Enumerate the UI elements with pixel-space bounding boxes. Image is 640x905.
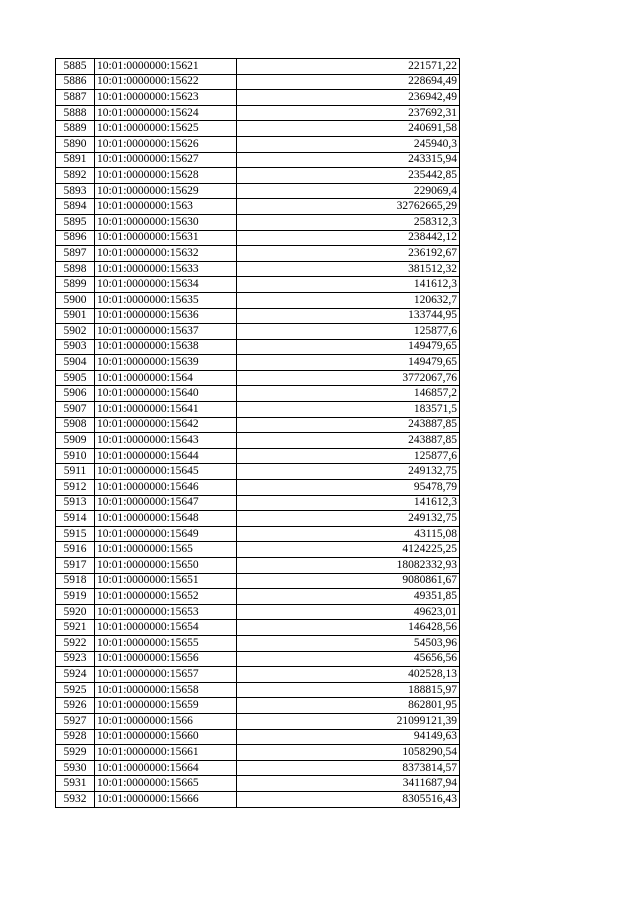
row-number-cell: 5901: [56, 308, 95, 324]
row-number-cell: 5890: [56, 136, 95, 152]
value-cell: 1058290,54: [237, 745, 460, 761]
table-row: [56, 558, 460, 574]
row-number-cell: 5912: [56, 480, 95, 496]
row-number-cell: 5885: [56, 59, 95, 75]
value-cell: 240691,58: [237, 121, 460, 137]
cadastral-number-cell: 10:01:0000000:15628: [95, 168, 237, 184]
row-number-cell: 5893: [56, 183, 95, 199]
table-row: [56, 230, 460, 246]
table-row: [56, 199, 460, 215]
table-row: [56, 464, 460, 480]
row-number-cell: 5899: [56, 277, 95, 293]
value-cell: 49623,01: [237, 604, 460, 620]
table-row: [56, 59, 460, 75]
row-number-cell: 5891: [56, 152, 95, 168]
row-number-cell: 5923: [56, 651, 95, 667]
cadastral-number-cell: 10:01:0000000:15665: [95, 776, 237, 792]
cadastral-number-cell: 10:01:0000000:15625: [95, 121, 237, 137]
cadastral-number-cell: 10:01:0000000:15664: [95, 760, 237, 776]
cadastral-number-cell: 10:01:0000000:15630: [95, 214, 237, 230]
row-number-cell: 5898: [56, 261, 95, 277]
row-number-cell: 5931: [56, 776, 95, 792]
row-number-cell: 5905: [56, 370, 95, 386]
cadastral-number-cell: 10:01:0000000:15653: [95, 604, 237, 620]
value-cell: 146428,56: [237, 620, 460, 636]
value-cell: 18082332,93: [237, 558, 460, 574]
cadastral-number-cell: 10:01:0000000:15634: [95, 277, 237, 293]
table-row: [56, 698, 460, 714]
table-row: [56, 417, 460, 433]
cadastral-number-cell: 10:01:0000000:15643: [95, 433, 237, 449]
cadastral-number-cell: 10:01:0000000:15640: [95, 386, 237, 402]
cadastral-number-cell: 10:01:0000000:15650: [95, 558, 237, 574]
table-row: [56, 90, 460, 106]
value-cell: 125877,6: [237, 448, 460, 464]
cadastral-number-cell: 10:01:0000000:15631: [95, 230, 237, 246]
table-row: [56, 495, 460, 511]
row-number-cell: 5926: [56, 698, 95, 714]
cadastral-number-cell: 10:01:0000000:15647: [95, 495, 237, 511]
value-cell: 243887,85: [237, 433, 460, 449]
table-row: [56, 355, 460, 371]
value-cell: 125877,6: [237, 324, 460, 340]
value-cell: 221571,22: [237, 59, 460, 75]
value-cell: 4124225,25: [237, 542, 460, 558]
value-cell: 8305516,43: [237, 791, 460, 807]
data-table: [55, 58, 460, 808]
row-number-cell: 5906: [56, 386, 95, 402]
value-cell: 238442,12: [237, 230, 460, 246]
table-row: [56, 386, 460, 402]
cadastral-number-cell: 10:01:0000000:15627: [95, 152, 237, 168]
table-row: [56, 745, 460, 761]
table-row: [56, 760, 460, 776]
table-row: [56, 776, 460, 792]
cadastral-number-cell: 10:01:0000000:15622: [95, 74, 237, 90]
row-number-cell: 5888: [56, 105, 95, 121]
table-row: [56, 308, 460, 324]
row-number-cell: 5930: [56, 760, 95, 776]
row-number-cell: 5908: [56, 417, 95, 433]
value-cell: 188815,97: [237, 682, 460, 698]
value-cell: 243887,85: [237, 417, 460, 433]
cadastral-number-cell: 10:01:0000000:15624: [95, 105, 237, 121]
value-cell: 45656,56: [237, 651, 460, 667]
value-cell: 149479,65: [237, 355, 460, 371]
table-row: [56, 292, 460, 308]
row-number-cell: 5887: [56, 90, 95, 106]
value-cell: 235442,85: [237, 168, 460, 184]
row-number-cell: 5920: [56, 604, 95, 620]
cadastral-number-cell: 10:01:0000000:15645: [95, 464, 237, 480]
cadastral-number-cell: 10:01:0000000:15654: [95, 620, 237, 636]
cadastral-number-cell: 10:01:0000000:15649: [95, 526, 237, 542]
table-row: [56, 448, 460, 464]
value-cell: 32762665,29: [237, 199, 460, 215]
cadastral-number-cell: 10:01:0000000:1566: [95, 713, 237, 729]
row-number-cell: 5924: [56, 667, 95, 683]
row-number-cell: 5911: [56, 464, 95, 480]
table-row: [56, 713, 460, 729]
row-number-cell: 5900: [56, 292, 95, 308]
value-cell: 236192,67: [237, 246, 460, 262]
value-cell: 249132,75: [237, 511, 460, 527]
table-row: [56, 791, 460, 807]
row-number-cell: 5932: [56, 791, 95, 807]
value-cell: 8373814,57: [237, 760, 460, 776]
value-cell: 381512,32: [237, 261, 460, 277]
cadastral-number-cell: 10:01:0000000:15642: [95, 417, 237, 433]
row-number-cell: 5897: [56, 246, 95, 262]
value-cell: 3772067,76: [237, 370, 460, 386]
table-row: [56, 480, 460, 496]
cadastral-number-cell: 10:01:0000000:15638: [95, 339, 237, 355]
table-row: [56, 105, 460, 121]
row-number-cell: 5928: [56, 729, 95, 745]
row-number-cell: 5917: [56, 558, 95, 574]
table-row: [56, 511, 460, 527]
row-number-cell: 5903: [56, 339, 95, 355]
row-number-cell: 5915: [56, 526, 95, 542]
table-row: [56, 121, 460, 137]
table-row: [56, 402, 460, 418]
value-cell: 133744,95: [237, 308, 460, 324]
table-row: [56, 168, 460, 184]
cadastral-number-cell: 10:01:0000000:15661: [95, 745, 237, 761]
table-row: [56, 589, 460, 605]
row-number-cell: 5902: [56, 324, 95, 340]
table-row: [56, 433, 460, 449]
value-cell: 3411687,94: [237, 776, 460, 792]
cadastral-number-cell: 10:01:0000000:15635: [95, 292, 237, 308]
table-row: [56, 246, 460, 262]
value-cell: 49351,85: [237, 589, 460, 605]
value-cell: 402528,13: [237, 667, 460, 683]
cadastral-number-cell: 10:01:0000000:15637: [95, 324, 237, 340]
row-number-cell: 5909: [56, 433, 95, 449]
row-number-cell: 5921: [56, 620, 95, 636]
row-number-cell: 5916: [56, 542, 95, 558]
table-body: [56, 59, 460, 808]
row-number-cell: 5914: [56, 511, 95, 527]
table-row: [56, 74, 460, 90]
value-cell: 120632,7: [237, 292, 460, 308]
table-row: [56, 542, 460, 558]
row-number-cell: 5922: [56, 635, 95, 651]
row-number-cell: 5910: [56, 448, 95, 464]
cadastral-number-cell: 10:01:0000000:15626: [95, 136, 237, 152]
table-row: [56, 667, 460, 683]
cadastral-number-cell: 10:01:0000000:15660: [95, 729, 237, 745]
row-number-cell: 5913: [56, 495, 95, 511]
cadastral-number-cell: 10:01:0000000:15632: [95, 246, 237, 262]
row-number-cell: 5895: [56, 214, 95, 230]
cadastral-number-cell: 10:01:0000000:1565: [95, 542, 237, 558]
cadastral-number-cell: 10:01:0000000:15636: [95, 308, 237, 324]
table-row: [56, 214, 460, 230]
value-cell: 229069,4: [237, 183, 460, 199]
row-number-cell: 5927: [56, 713, 95, 729]
cadastral-number-cell: 10:01:0000000:15656: [95, 651, 237, 667]
cadastral-number-cell: 10:01:0000000:15648: [95, 511, 237, 527]
value-cell: 149479,65: [237, 339, 460, 355]
value-cell: 146857,2: [237, 386, 460, 402]
value-cell: 236942,49: [237, 90, 460, 106]
table-row: [56, 324, 460, 340]
table-row: [56, 339, 460, 355]
table-row: [56, 261, 460, 277]
value-cell: 183571,5: [237, 402, 460, 418]
value-cell: 9080861,67: [237, 573, 460, 589]
value-cell: 228694,49: [237, 74, 460, 90]
cadastral-number-cell: 10:01:0000000:15666: [95, 791, 237, 807]
cadastral-number-cell: 10:01:0000000:15651: [95, 573, 237, 589]
cadastral-number-cell: 10:01:0000000:15623: [95, 90, 237, 106]
cadastral-number-cell: 10:01:0000000:15655: [95, 635, 237, 651]
table-row: [56, 635, 460, 651]
row-number-cell: 5889: [56, 121, 95, 137]
value-cell: 43115,08: [237, 526, 460, 542]
value-cell: 141612,3: [237, 277, 460, 293]
value-cell: 862801,95: [237, 698, 460, 714]
row-number-cell: 5896: [56, 230, 95, 246]
row-number-cell: 5904: [56, 355, 95, 371]
row-number-cell: 5918: [56, 573, 95, 589]
row-number-cell: 5907: [56, 402, 95, 418]
row-number-cell: 5894: [56, 199, 95, 215]
table-row: [56, 604, 460, 620]
value-cell: 243315,94: [237, 152, 460, 168]
cadastral-number-cell: 10:01:0000000:15644: [95, 448, 237, 464]
table-row: [56, 277, 460, 293]
cadastral-number-cell: 10:01:0000000:15641: [95, 402, 237, 418]
table-row: [56, 573, 460, 589]
cadastral-number-cell: 10:01:0000000:15639: [95, 355, 237, 371]
row-number-cell: 5886: [56, 74, 95, 90]
value-cell: 21099121,39: [237, 713, 460, 729]
cadastral-number-cell: 10:01:0000000:15629: [95, 183, 237, 199]
value-cell: 245940,3: [237, 136, 460, 152]
value-cell: 54503,96: [237, 635, 460, 651]
cadastral-number-cell: 10:01:0000000:15657: [95, 667, 237, 683]
cadastral-number-cell: 10:01:0000000:15652: [95, 589, 237, 605]
cadastral-number-cell: 10:01:0000000:15659: [95, 698, 237, 714]
value-cell: 94149,63: [237, 729, 460, 745]
cadastral-number-cell: 10:01:0000000:15633: [95, 261, 237, 277]
table-row: [56, 183, 460, 199]
value-cell: 249132,75: [237, 464, 460, 480]
cadastral-number-cell: 10:01:0000000:1564: [95, 370, 237, 386]
row-number-cell: 5925: [56, 682, 95, 698]
table-row: [56, 136, 460, 152]
table-row: [56, 370, 460, 386]
value-cell: 141612,3: [237, 495, 460, 511]
table-row: [56, 651, 460, 667]
value-cell: 237692,31: [237, 105, 460, 121]
cadastral-number-cell: 10:01:0000000:15621: [95, 59, 237, 75]
table-row: [56, 620, 460, 636]
cadastral-number-cell: 10:01:0000000:15646: [95, 480, 237, 496]
table-row: [56, 526, 460, 542]
table-row: [56, 682, 460, 698]
value-cell: 258312,3: [237, 214, 460, 230]
table-row: [56, 729, 460, 745]
value-cell: 95478,79: [237, 480, 460, 496]
row-number-cell: 5892: [56, 168, 95, 184]
row-number-cell: 5929: [56, 745, 95, 761]
row-number-cell: 5919: [56, 589, 95, 605]
cadastral-number-cell: 10:01:0000000:1563: [95, 199, 237, 215]
cadastral-number-cell: 10:01:0000000:15658: [95, 682, 237, 698]
table-row: [56, 152, 460, 168]
